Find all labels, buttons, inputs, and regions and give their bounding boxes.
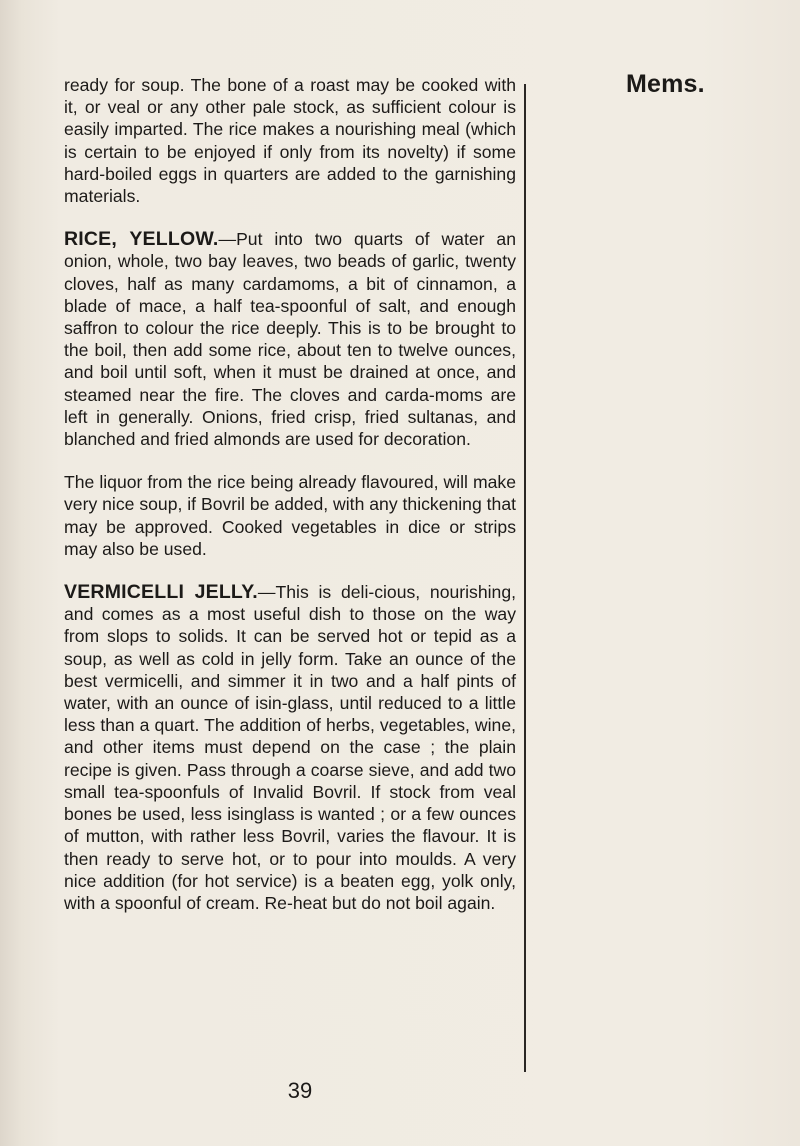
body-text-column: [64, 74, 516, 914]
page-number: 39: [287, 1078, 313, 1103]
paragraph-text: —This is deli-cious, nourishing, and comes as a most useful dish to those on the way from slops to solids. It can be served hot or tepid as a soup, as well as cold in jelly form. Take an ounce of the best vermicelli, and simmer it in two and a half pints of water, with an ounce of isin-glass, until reduced to a little less than a quart. The addition of herbs, vegetables, wine, and other items must depend on the case ; the plain recipe is given. Pass through a coarse sieve, and add two small tea-spoonfuls of Invalid Bovril. If stock from veal bones be used, less isinglass is wanted ; or a few ounces of mutton, with rather less Bovril, varies the flavour. It is then ready to serve hot, or to pour into moulds. A very nice addition (for hot service) is a beaten egg, yolk only, with a spoonful of cream. Re-heat but do not boil again.: [64, 582, 516, 913]
paragraph-text: ready for soup. The bone of a roast may be cooked with it, or veal or any other pale stock, as sufficient colour is easily imparted. The rice makes a nourishing meal (which is certain to be enjoyed if only from its novelty) if some hard-boiled eggs in quarters are added to the garnishing materials.: [64, 75, 516, 207]
paragraph-text: —Put into two quarts of water an onion, whole, two bay leaves, two beads of garlic, twenty cloves, half as many cardamoms, a bit of cinnamon, a blade of mace, a half tea-spoonful of salt, and enough saffron to colour the rice deeply. This is to be brought to the boil, then add some rice, about ten to twelve ounces, and boil until soft, when it must be drained at once, and steamed near the fire. The cloves and carda-moms are left in generally. Onions, fried crisp, fried sultanas, and blanched and fried almonds are used for decoration.: [64, 229, 516, 450]
margin-note-heading: Mems.: [626, 70, 705, 98]
recipe-heading-rice-yellow: RICE, YELLOW.: [64, 228, 219, 251]
paragraph-rice-yellow: [64, 228, 516, 450]
paragraph-soup-continuation: [64, 74, 516, 207]
paragraph-rice-liquor: [64, 471, 516, 560]
paragraph-vermicelli-jelly: [64, 581, 516, 914]
paragraph-text: The liquor from the rice being already flavoured, will make very nice soup, if Bovril be added, with any thickening that may be approved. Cooked vegetables in dice or strips may also be used.: [64, 472, 516, 559]
margin-divider-line: [524, 84, 526, 1072]
recipe-heading-vermicelli-jelly: VERMICELLI JELLY.: [64, 581, 258, 604]
